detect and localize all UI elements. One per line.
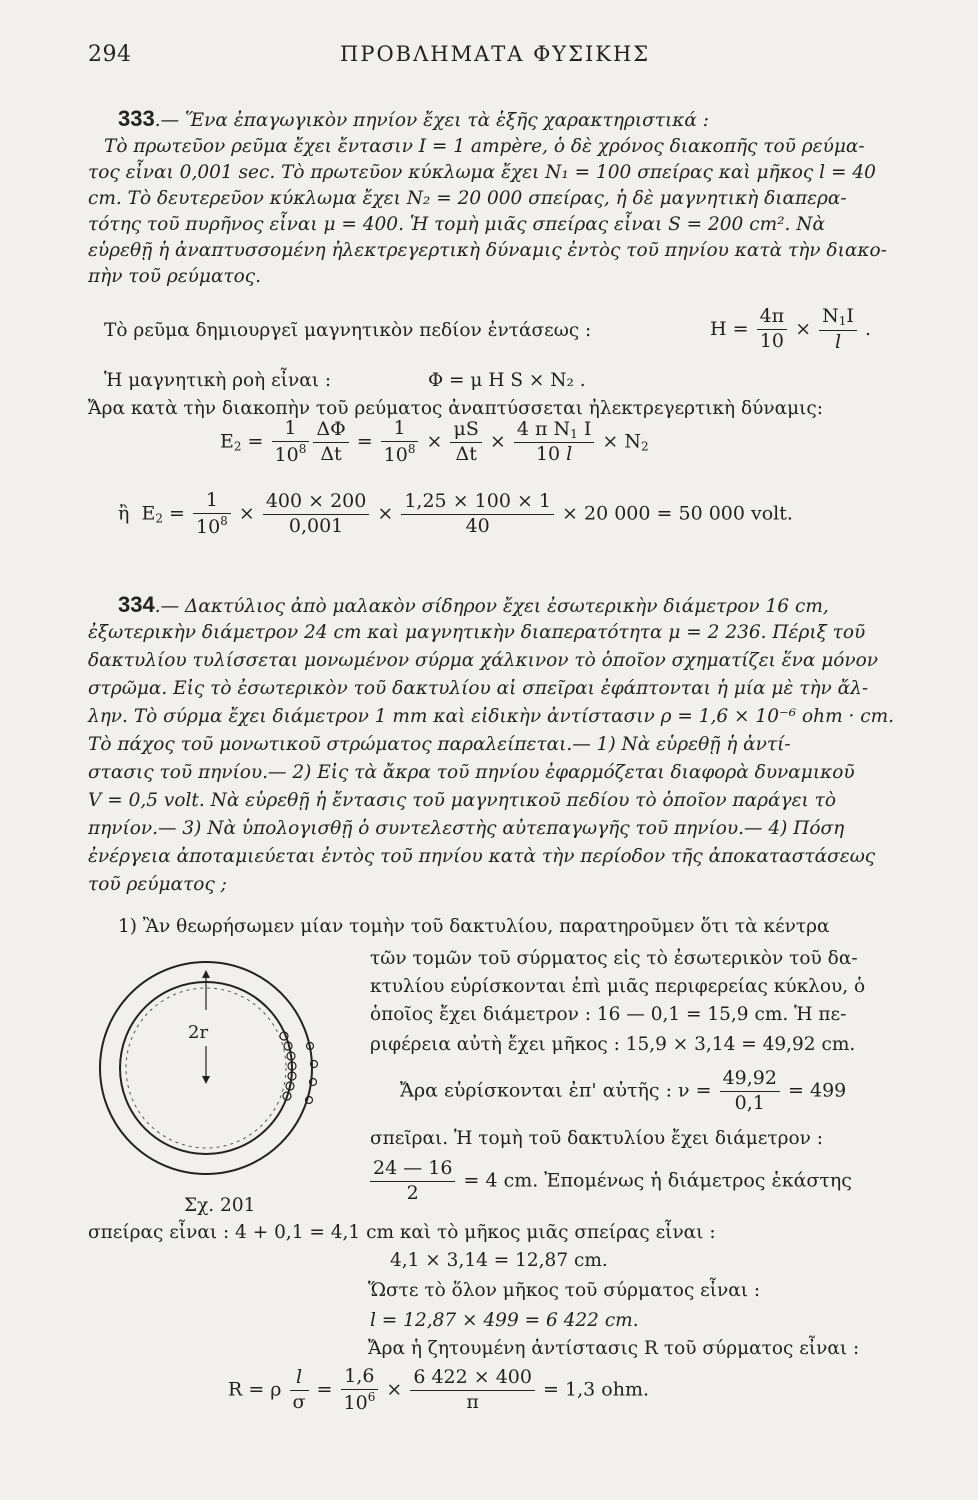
- page-number: 294: [88, 42, 132, 67]
- problem-334-line-8: V = 0,5 volt. Νὰ εὑρεθῇ ἡ ἔντασις τοῦ μαγνητικοῦ πεδίου τὸ ὁποῖον παράγει τὸ: [88, 790, 837, 811]
- arrowhead-up-icon: [202, 970, 210, 978]
- answer-334-line-4: ὁποῖος ἔχει διάμετρον : 16 — 0,1 = 15,9 cm. Ἡ πε-: [370, 1004, 847, 1025]
- problem-334-line-2: ἐξωτερικὴν διάμετρον 24 cm καὶ μαγνητικὴν διαπερατότητα μ = 2 236. Πέριξ τοῦ: [88, 622, 866, 643]
- section-result: = 4 cm. Ἐπομένως ἡ διάμετρος ἑκάστης: [463, 1169, 852, 1192]
- text: Δακτύλιος ἀπὸ μαλακὸν σίδηρον ἔχει ἐσωτερικὴν διάμετρον 16 cm,: [184, 596, 829, 617]
- problem-334-number: 334: [118, 592, 155, 617]
- figure-label: 2r: [188, 1022, 209, 1043]
- answer-334-section-equation: $\frac{24 — 16}{2}$ = 4 cm. Ἐπομένως ἡ διάμετρος ἑκάστης: [368, 1158, 852, 1205]
- arrowhead-down-icon: [202, 1076, 210, 1084]
- answer-334-line-9: σπείρας εἶναι : 4 + 0,1 = 4,1 cm καὶ τὸ μῆκος μιᾶς σπείρας εἶναι :: [88, 1222, 716, 1243]
- running-title: ΠΡΟΒΛΗΜΑΤΑ ΦΥΣΙΚΗΣ: [340, 42, 651, 66]
- equation-E2-general: $E_2$ = $\frac{1}{10^8}$ $\frac{\Delta\Phi}{\Delta t}$ = $\frac{1}{10^8}$ × $\frac{\mu S}{\Delta t}$ × $\frac{4 \pi N_1 I}{10 l}$ × $N_2$: [220, 417, 649, 466]
- equation-E2-numeric: ἢ $E_2$ = $\frac{1}{10^8}$ × $\frac{400 \times 200}{0,001}$ × $\frac{1,25 \times 100 \times 1}{40}$ × 20 000 = 50 000 volt.: [118, 489, 793, 538]
- problem-334-line-11: τοῦ ρεύματος ;: [88, 874, 227, 895]
- turns-result: = 499: [788, 1079, 847, 1102]
- text: Ἕνα ἐπαγωγικὸν πηνίον ἔχει τὰ ἑξῆς χαρακτηριστικά :: [184, 110, 709, 131]
- result-text: × 20 000 = 50 000 volt.: [562, 502, 793, 525]
- answer-334-line-7: σπεῖραι. Ἡ τομὴ τοῦ δακτυλίου ἔχει διάμετρον :: [370, 1128, 823, 1149]
- problem-334-line-5: λην. Τὸ σύρμα ἔχει διάμετρον 1 mm καὶ εἰδικὴν ἀντίστασιν ρ = 1,6 × 10⁻⁶ ohm · cm.: [88, 706, 895, 727]
- answer-334-line-1: 1) Ἂν θεωρήσωμεν μίαν τομὴν τοῦ δακτυλίου, παρατηροῦμεν ὅτι τὰ κέντρα: [118, 916, 830, 937]
- problem-333-line-1: [118, 108, 709, 131]
- answer-334-line-13: Ἄρα ἡ ζητουμένη ἀντίστασις R τοῦ σύρματος εἶναι :: [368, 1338, 860, 1359]
- answer-334-line-5: ριφέρεια αὐτὴ ἔχει μῆκος : 15,9 × 3,14 = 49,92 cm.: [370, 1034, 856, 1055]
- problem-334-line-10: ἐνέργεια ἀποταμιεύεται ἐντὸς τοῦ πηνίου κατὰ τὴν περίοδον τῆς ἀποκαταστάσεως: [88, 846, 876, 867]
- turns-text: Ἄρα εὑρίσκονται ἐπ' αὐτῆς : ν =: [400, 1079, 712, 1102]
- answer-334-line-11: Ὥστε τὸ ὅλον μῆκος τοῦ σύρματος εἶναι :: [368, 1280, 761, 1301]
- equation-flux: Φ = μ H S × N₂ .: [428, 370, 586, 391]
- solution-333-emf-text: Ἄρα κατὰ τὴν διακοπὴν τοῦ ρεύματος ἀναπτύσσεται ἠλεκτρεγερτικὴ δύναμις:: [88, 398, 823, 419]
- solution-333-field-text: Τὸ ρεῦμα δημιουργεῖ μαγνητικὸν πεδίον ἐντάσεως :: [104, 320, 592, 341]
- ring-figure: [88, 950, 328, 1190]
- answer-334-line-10: 4,1 × 3,14 = 12,87 cm.: [390, 1250, 608, 1271]
- problem-334-line-6: Τὸ πάχος τοῦ μονωτικοῦ στρώματος παραλείπεται.— 1) Νὰ εὑρεθῇ ἡ ἀντί-: [88, 734, 791, 755]
- problem-333-line-4: cm. Τὸ δευτερεῦον κύκλωμα ἔχει N₂ = 20 000 σπείρας, ἡ δὲ μαγνητικὴ διαπερα-: [88, 188, 847, 209]
- problem-334-line-9: πηνίον.— 3) Νὰ ὑπολογισθῇ ὁ συντελεστὴς αὐτεπαγωγῆς τοῦ πηνίου.— 4) Πόση: [88, 818, 845, 839]
- problem-333-line-6: εὑρεθῇ ἡ ἀναπτυσσομένη ἠλεκτρεγερτικὴ δύναμις ἐντὸς τοῦ πηνίου κατὰ τὴν διακο-: [88, 240, 887, 261]
- problem-334-line-1: [118, 594, 829, 617]
- answer-334-line-2: τῶν τομῶν τοῦ σύρματος εἰς τὸ ἐσωτερικὸν τοῦ δα-: [370, 948, 858, 969]
- answer-334-resistance-equation: R = ρ $\frac{l}{\sigma}$ = $\frac{1,6}{10^6}$ × $\frac{6 422 \times 400}{\pi}$ = 1,3 ohm.: [228, 1365, 649, 1414]
- problem-333-line-5: τότης τοῦ πυρῆνος εἶναι μ = 400. Ἡ τομὴ μιᾶς σπείρας εἶναι S = 200 cm². Νὰ: [88, 214, 825, 235]
- problem-334-line-7: στασις τοῦ πηνίου.— 2) Εἰς τὰ ἄκρα τοῦ πηνίου ἐφαρμόζεται διαφορὰ δυναμικοῦ: [88, 762, 855, 783]
- problem-333-line-3: τος εἶναι 0,001 sec. Τὸ πρωτεῦον κύκλωμα ἔχει N₁ = 100 σπείρας καὶ μῆκος l = 40: [88, 162, 876, 183]
- equation-H: H = $\frac{4\pi}{10}$ × $\frac{N_1I}{l}$ .: [710, 305, 872, 353]
- dash: .—: [154, 110, 185, 131]
- solution-333-flux-text: Ἡ μαγνητικὴ ροὴ εἶναι :: [104, 370, 332, 391]
- answer-334-line-12: l = 12,87 × 499 = 6 422 cm.: [370, 1310, 639, 1331]
- or-word: ἢ: [118, 502, 130, 525]
- problem-333-line-2: Τὸ πρωτεῦον ρεῦμα ἔχει ἔντασιν I = 1 ampère, ὁ δὲ χρόνος διακοπῆς τοῦ ρεύμα-: [104, 136, 865, 157]
- dash: .—: [154, 596, 185, 617]
- problem-333-line-7: πὴν τοῦ ρεύματος.: [88, 266, 262, 287]
- problem-334-line-4: στρῶμα. Εἰς τὸ ἐσωτερικὸν τοῦ δακτυλίου αἱ σπεῖραι ἐφάπτονται ἡ μία μὲ τὴν ἄλ-: [88, 678, 869, 699]
- answer-334-line-3: κτυλίου εὑρίσκονται ἐπὶ μιᾶς περιφερείας κύκλου, ὁ: [370, 976, 866, 997]
- problem-333-number: 333: [118, 106, 155, 131]
- answer-334-turns-equation: Ἄρα εὑρίσκονται ἐπ' αὐτῆς : ν = $\frac{49,92}{0,1}$ = 499: [400, 1067, 847, 1114]
- resistance-result: = 1,3 ohm.: [543, 1378, 649, 1401]
- figure-caption: Σχ. 201: [184, 1195, 256, 1216]
- problem-334-line-3: δακτυλίου τυλίσσεται μονωμένον σύρμα χάλκινον τὸ ὁποῖον σχηματίζει ἕνα μόνον: [88, 650, 878, 671]
